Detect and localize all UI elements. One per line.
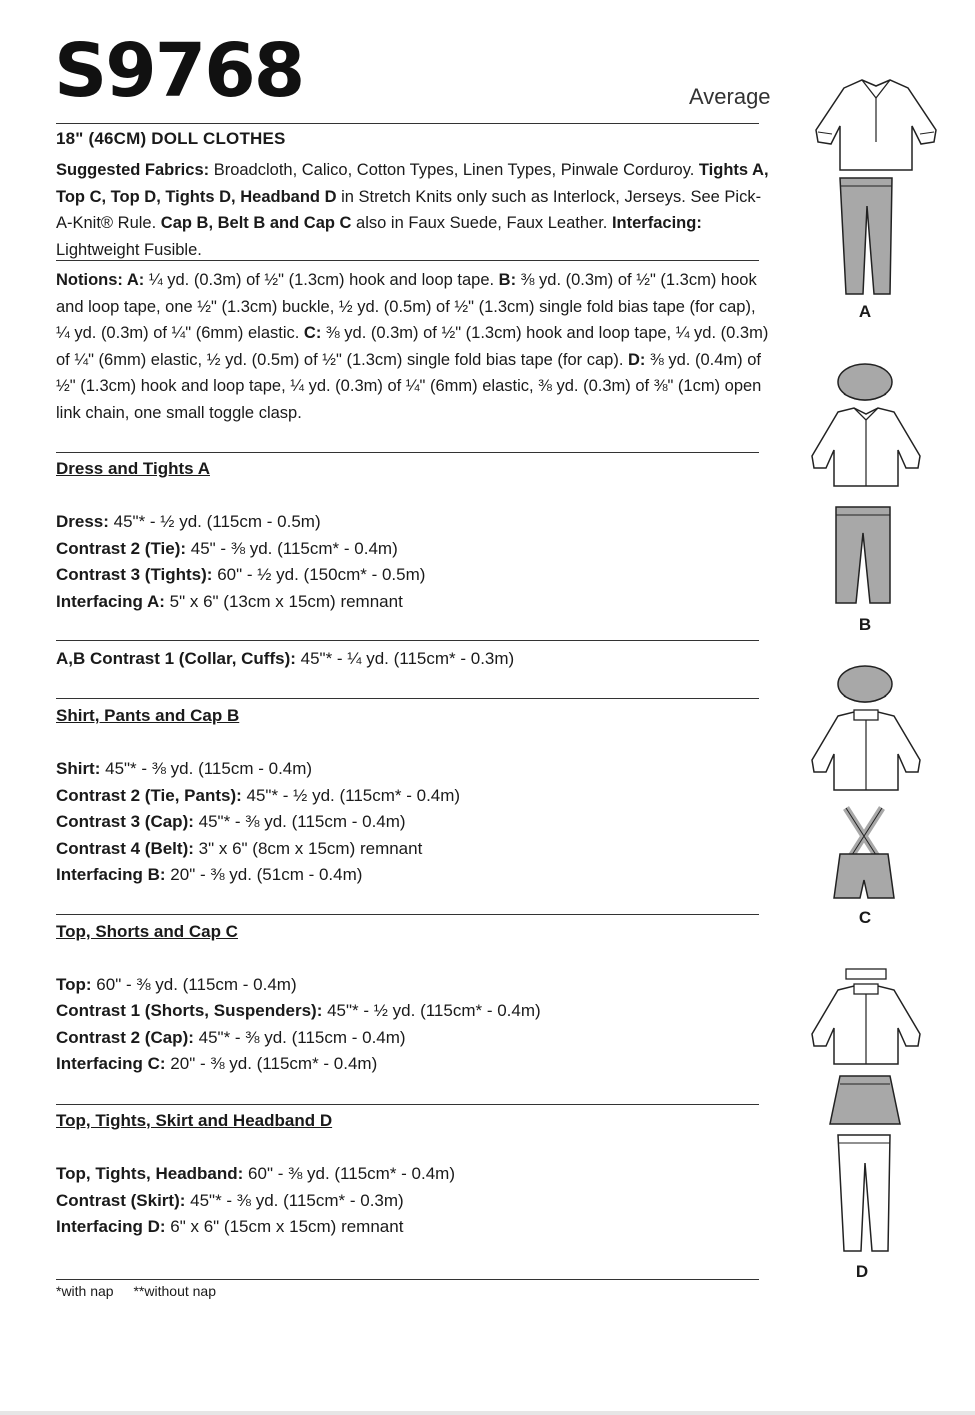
yardage-value: 60" - ⅜ yd. (115cm* - 0.4m)	[243, 1164, 455, 1183]
section-heading-d: Top, Tights, Skirt and Headband D	[56, 1111, 333, 1130]
divider	[56, 1104, 759, 1105]
yardage-label: Dress:	[56, 512, 109, 531]
notions-d: ⅜ yd. (0.4m) of ½" (1.3cm) hook and loop tape, ¼ yd. (0.3m) of ¼" (6mm) elastic, ⅜ yd. (0.3m) of ⅜" (1cm) open link chain, one small toggle clasp.	[56, 350, 762, 422]
suggested-fabrics	[56, 157, 771, 263]
view-label-c: C	[858, 908, 872, 927]
yardage-value: 20" - ⅜ yd. (115cm* - 0.4m)	[165, 1054, 378, 1073]
notions-b-label: B:	[498, 271, 517, 289]
yardage-value: 6" x 6" (15cm x 15cm) remnant	[165, 1217, 404, 1236]
footnotes	[56, 1283, 232, 1299]
view-c-cap-illustration	[836, 664, 894, 710]
yardage-value: 45"* - ⅜ yd. (115cm* - 0.3m)	[185, 1191, 404, 1210]
fabrics-faux: Cap B, Belt B and Cap C	[160, 214, 352, 232]
view-b-cap-illustration	[836, 362, 894, 408]
section-heading-c: Top, Shorts and Cap C	[56, 922, 238, 941]
notions-c-label: C:	[303, 324, 322, 342]
yardage-label: Top, Tights, Headband:	[56, 1164, 244, 1183]
divider	[56, 914, 759, 915]
view-label-d: D	[855, 1262, 869, 1281]
yardage-label: Top:	[56, 975, 92, 994]
fabrics-text: also in Faux Suede, Faux Leather.	[351, 214, 612, 232]
yardage-label: Shirt:	[56, 759, 101, 778]
yardage-value: 45"* - ⅜ yd. (115cm - 0.4m)	[100, 759, 313, 778]
yardage-value: 60" - ½ yd. (150cm* - 0.5m)	[212, 565, 426, 584]
fabrics-text: Broadcloth, Calico, Cotton Types, Linen Types, Pinwale Corduroy.	[209, 161, 699, 179]
yardage-value: 45"* - ⅜ yd. (115cm - 0.4m)	[193, 1028, 406, 1047]
yardage-row	[56, 972, 297, 999]
product-title: 18" (46CM) DOLL CLOTHES	[56, 129, 286, 148]
divider	[56, 452, 759, 453]
yardage-value: 45"* - ½ yd. (115cm* - 0.4m)	[322, 1001, 541, 1020]
view-label-b: B	[858, 615, 872, 634]
view-d-top-illustration	[806, 984, 926, 1070]
yardage-row	[56, 809, 406, 836]
view-label-a: A	[858, 302, 872, 321]
yardage-row	[56, 536, 398, 563]
yardage-row	[56, 756, 312, 783]
yardage-label: Contrast 4 (Belt):	[56, 839, 194, 858]
yardage-value: 45"* - ¼ yd. (115cm* - 0.3m)	[295, 649, 515, 668]
yardage-label: Contrast 1 (Shorts, Suspenders):	[56, 1001, 323, 1020]
view-c-shorts-illustration	[832, 806, 896, 902]
footnote-with-nap: *with nap	[56, 1283, 114, 1299]
notions-c: ⅜ yd. (0.3m) of ½" (1.3cm) hook and loop tape, ¼ yd. (0.3m) of ¼" (6mm) elastic, ½ yd. (0.5m) of ½" (1.3cm) single fold bias tape (for cap).	[56, 324, 769, 369]
yardage-row	[56, 509, 321, 536]
yardage-value: 45" - ⅜ yd. (115cm* - 0.4m)	[186, 539, 398, 558]
yardage-row	[56, 998, 541, 1025]
yardage-row	[56, 862, 362, 889]
view-d-tights-illustration	[836, 1133, 892, 1253]
yardage-label: A,B Contrast 1 (Collar, Cuffs):	[56, 649, 296, 668]
divider	[56, 260, 759, 261]
pattern-number: S9768	[54, 28, 304, 114]
yardage-value: 20" - ⅜ yd. (51cm - 0.4m)	[165, 865, 363, 884]
yardage-label: Interfacing B:	[56, 865, 166, 884]
yardage-value: 45"* - ½ yd. (115cm* - 0.4m)	[241, 786, 461, 805]
divider	[56, 698, 759, 699]
page-bottom-edge	[0, 1411, 975, 1415]
view-a-dress-illustration	[804, 70, 949, 180]
yardage-label: Interfacing D:	[56, 1217, 166, 1236]
yardage-label: Interfacing C:	[56, 1054, 166, 1073]
notions-d-label: D:	[628, 350, 646, 369]
divider	[56, 640, 759, 641]
view-d-headband-illustration	[845, 968, 887, 980]
notions-label: Notions: A:	[56, 271, 145, 289]
yardage-row	[56, 1188, 404, 1215]
yardage-label: Contrast 2 (Tie, Pants):	[56, 786, 242, 805]
yardage-label: Interfacing A:	[56, 592, 165, 611]
view-b-pants-illustration	[834, 505, 892, 605]
yardage-row	[56, 1214, 403, 1241]
yardage-row	[56, 562, 425, 589]
yardage-label: Contrast (Skirt):	[56, 1191, 186, 1210]
header-divider	[56, 123, 759, 124]
skill-level: Average	[689, 84, 771, 109]
yardage-value: 45"* - ⅜ yd. (115cm - 0.4m)	[193, 812, 406, 831]
notions	[56, 267, 771, 426]
fabrics-label: Suggested Fabrics:	[56, 161, 210, 179]
section-heading-b: Shirt, Pants and Cap B	[56, 706, 240, 725]
fabrics-text: in Stretch Knits only such as Interlock, Jerseys. See Pick-A-Knit® Rule.	[56, 187, 762, 232]
fabrics-text: Lightweight Fusible.	[56, 240, 202, 259]
fabrics-knits: Tights A, Top C, Top D, Tights D, Headband D	[56, 161, 769, 206]
yardage-row	[56, 1051, 377, 1078]
yardage-label: Contrast 2 (Cap):	[56, 1028, 194, 1047]
yardage-label: Contrast 3 (Tights):	[56, 565, 213, 584]
yardage-value: 5" x 6" (13cm x 15cm) remnant	[164, 592, 403, 611]
yardage-value: 45"* - ½ yd. (115cm - 0.5m)	[108, 512, 321, 531]
section-heading-a: Dress and Tights A	[56, 459, 210, 478]
yardage-label: Contrast 3 (Cap):	[56, 812, 194, 831]
yardage-row	[56, 646, 514, 673]
yardage-row	[56, 783, 460, 810]
view-d-skirt-illustration	[828, 1074, 902, 1126]
yardage-value: 60" - ⅜ yd. (115cm - 0.4m)	[91, 975, 297, 994]
yardage-row	[56, 1161, 455, 1188]
yardage-row	[56, 836, 422, 863]
yardage-value: 3" x 6" (8cm x 15cm) remnant	[193, 839, 423, 858]
view-c-top-illustration	[806, 710, 926, 796]
divider	[56, 1279, 759, 1280]
fabrics-interfacing: Interfacing:	[611, 214, 702, 232]
yardage-row	[56, 1025, 406, 1052]
footnote-without-nap: **without nap	[133, 1283, 216, 1299]
notions-a: ¼ yd. (0.3m) of ½" (1.3cm) hook and loop tape.	[144, 271, 499, 289]
yardage-row	[56, 589, 403, 616]
view-a-tights-illustration	[838, 176, 894, 296]
notions-b: ⅜ yd. (0.3m) of ½" (1.3cm) hook and loop tape, one ½" (1.3cm) buckle, ½ yd. (0.5m) of ½" (1.3cm) single fold bias tape (for cap), ¼ yd. (0.3m) of ¼" (6mm) elastic.	[56, 271, 757, 342]
yardage-label: Contrast 2 (Tie):	[56, 539, 187, 558]
view-b-shirt-illustration	[806, 406, 926, 492]
